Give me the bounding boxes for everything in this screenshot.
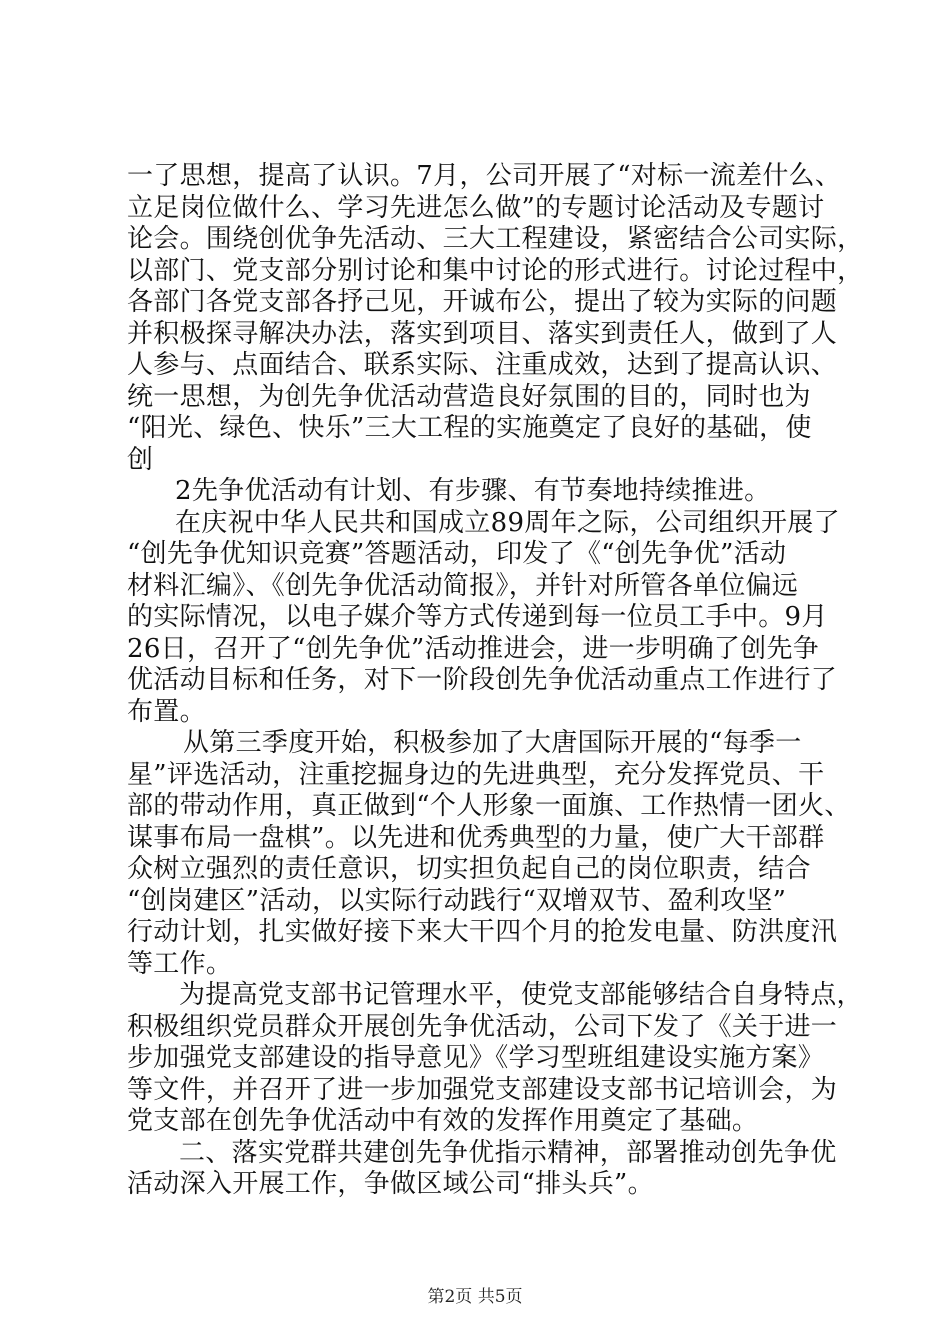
text-line: 以部门、党支部分别讨论和集中讨论的形式进行。讨论过程中， [127, 255, 864, 286]
text-line: 步加强党支部建设的指导意见》《学习型班组建设实施方案》 [127, 1043, 825, 1073]
text-line: 从第三季度开始，积极参加了大唐国际开展的“每季一 [183, 728, 802, 758]
text-line: 为提高党支部书记管理水平，使党支部能够结合自身特点， [179, 980, 863, 1010]
text-line: 积极组织党员群众开展创先争优活动，公司下发了《关于进一 [127, 1011, 838, 1042]
text-line: 布置。 [127, 696, 206, 727]
text-line: 活动深入开展工作，争做区域公司“排头兵”。 [127, 1169, 654, 1199]
text-line: 论会。围绕创优争先活动、三大工程建设，紧密结合公司实际， [127, 224, 864, 254]
text-line: 立足岗位做什么、学习先进怎么做”的专题讨论活动及专题讨 [127, 192, 825, 223]
text-line: 并积极探寻解决办法，落实到项目、落实到责任人，做到了人 [127, 318, 838, 349]
text-line: “阳光、绿色、快乐”三大工程的实施奠定了良好的基础，使 [127, 413, 812, 443]
text-line: 行动计划，扎实做好接下来大干四个月的抢发电量、防洪度汛 [127, 917, 838, 947]
text-line: 等文件，并召开了进一步加强党支部建设支部书记培训会，为 [127, 1074, 838, 1105]
text-line: 材料汇编》、《创先争优活动简报》，并针对所管各单位偏远 [127, 570, 799, 601]
text-line: “创先争优知识竞赛”答题活动，印发了《“创先争优”活动 [127, 539, 787, 569]
text-line: 在庆祝中华人民共和国成立89周年之际，公司组织开展了 [175, 507, 840, 538]
text-line: 人参与、点面结合、联系实际、注重成效，达到了提高认识、 [127, 350, 838, 380]
text-line: 统一思想，为创先争优活动营造良好氛围的目的，同时也为 [127, 381, 811, 412]
text-line: 等工作。 [127, 948, 233, 979]
page-number-footer: 第2页 共5页 [427, 1287, 523, 1307]
text-line: 二、落实党群共建创先争优指示精神，部署推动创先争优 [179, 1137, 837, 1168]
text-line: “创岗建区”活动，以实际行动践行“双增双节、盈利攻坚” [127, 885, 787, 916]
text-line: 2先争优活动有计划、有步骤、有节奏地持续推进。 [175, 476, 771, 506]
text-line: 众树立强烈的责任意识，切实担负起自己的岗位职责，结合 [127, 854, 811, 884]
text-line: 各部门各党支部各抒己见，开诚布公，提出了较为实际的问题 [127, 287, 838, 317]
text-line: 谋事布局一盘棋”。以先进和优秀典型的力量，使广大干部群 [127, 822, 825, 853]
text-line: 的实际情况，以电子媒介等方式传递到每一位员工手中。9月 [127, 602, 828, 632]
document-body [127, 161, 864, 1201]
text-line: 党支部在创先争优活动中有效的发挥作用奠定了基础。 [127, 1106, 759, 1136]
text-line: 星”评选活动，注重挖掘身边的先进典型，充分发挥党员、干 [127, 759, 825, 790]
text-line: 创 [127, 444, 154, 475]
text-line: 部的带动作用，真正做到“个人形象一面旗、工作热情一团火、 [127, 791, 851, 821]
text-line: 优活动目标和任务，对下一阶段创先争优活动重点工作进行了 [127, 665, 838, 695]
text-line: 一了思想，提高了认识。7月，公司开展了“对标一流差什么、 [127, 161, 842, 191]
text-line: 26日，召开了“创先争优”活动推进会，进一步明确了创先争 [127, 633, 820, 664]
